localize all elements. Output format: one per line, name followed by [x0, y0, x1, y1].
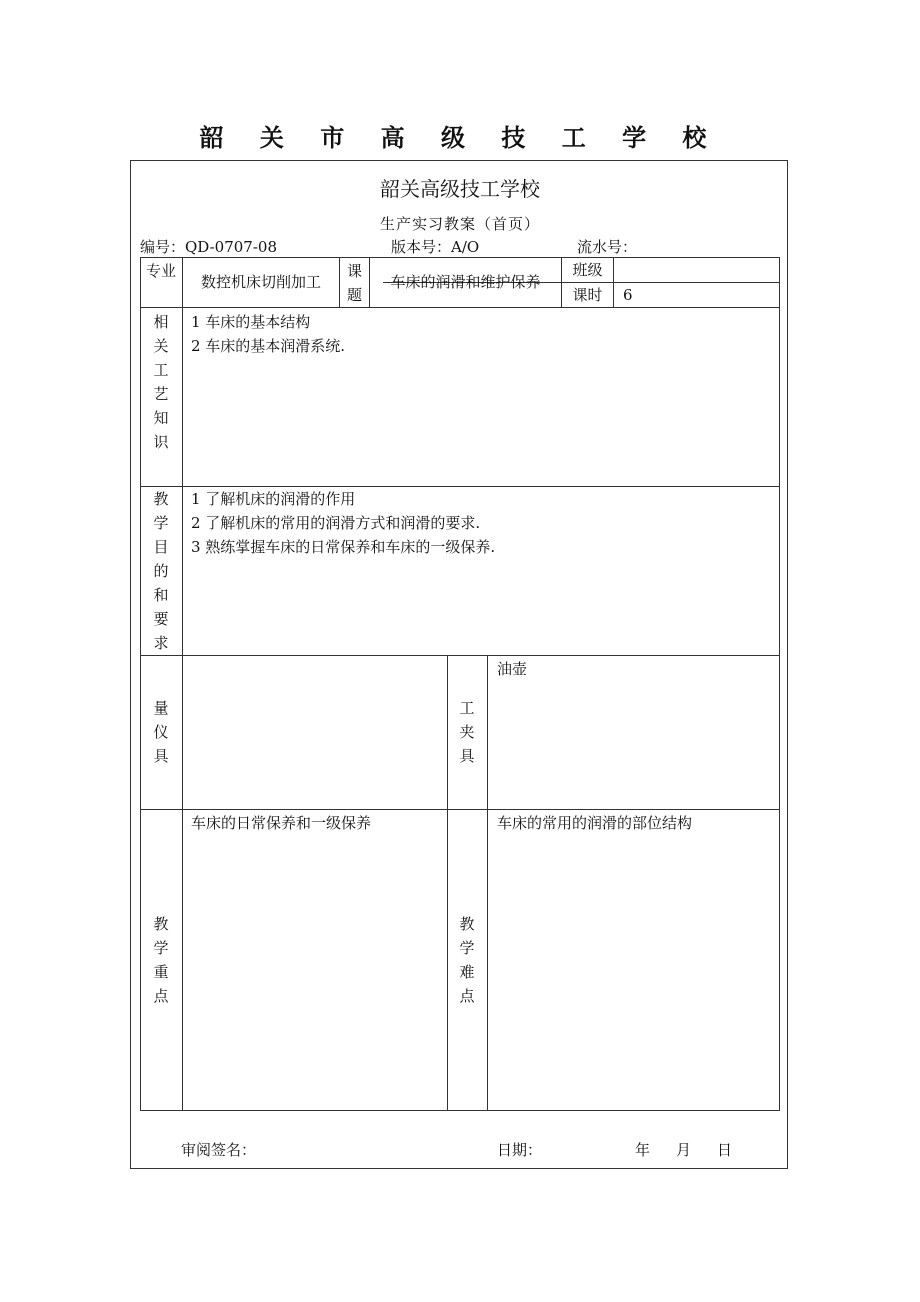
major-label: 专业 [145, 262, 176, 280]
date-day: 日 [717, 1141, 733, 1159]
fixtures-label: 工夹具 [459, 699, 475, 765]
form-subtitle: 生产实习教案（首页） [379, 215, 540, 233]
objectives-label: 教学目的和要求 [153, 490, 169, 652]
knowledge-label: 相关工艺知识 [153, 313, 169, 451]
fixtures-value: 油壶 [497, 660, 528, 678]
divider [141, 655, 780, 656]
hours-value: 6 [623, 286, 633, 304]
form-code: 编号：QD-0707-08 [140, 238, 277, 256]
objectives-list [191, 487, 495, 559]
date-year: 年 [635, 1141, 651, 1159]
date-month: 月 [676, 1141, 692, 1159]
date-label: 日期： [497, 1141, 543, 1159]
list-item: 1 了解机床的润滑的作用 [191, 490, 356, 508]
divider [141, 307, 780, 308]
topic-value: 车床的润滑和维护保养 [390, 273, 541, 291]
key-points-label: 教学重点 [153, 915, 169, 1005]
review-sign-label: 审阅签名： [181, 1141, 257, 1159]
divider [613, 258, 614, 307]
form-grid [140, 257, 780, 1111]
key-points-value: 车床的日常保养和一级保养 [191, 814, 372, 832]
knowledge-list [191, 310, 345, 358]
difficult-points-label: 教学难点 [459, 915, 475, 1005]
list-item: 1 车床的基本结构 [191, 313, 311, 331]
divider [182, 258, 183, 1110]
form-version: 版本号：A/O [391, 238, 480, 256]
form-serial: 流水号： [577, 238, 638, 256]
list-item: 3 熟练掌握车床的日常保养和车床的一级保养. [191, 538, 496, 556]
major-value: 数控机床切削加工 [200, 273, 321, 291]
divider [487, 655, 488, 1110]
topic-label: 课题 [346, 262, 362, 304]
school-title: 韶关高级技工学校 [380, 177, 540, 201]
hours-label: 课时 [572, 286, 603, 304]
divider [141, 809, 780, 810]
list-item: 2 车床的基本润滑系统. [191, 337, 346, 355]
page-heading: 韶 关 市 高 级 技 工 学 校 [199, 124, 721, 152]
class-label: 班级 [572, 261, 603, 279]
instruments-label: 量仪具 [153, 699, 169, 765]
difficult-points-value: 车床的常用的润滑的部位结构 [497, 814, 693, 832]
list-item: 2 了解机床的常用的润滑方式和润滑的要求. [191, 514, 481, 532]
lesson-plan-form [130, 160, 788, 1169]
